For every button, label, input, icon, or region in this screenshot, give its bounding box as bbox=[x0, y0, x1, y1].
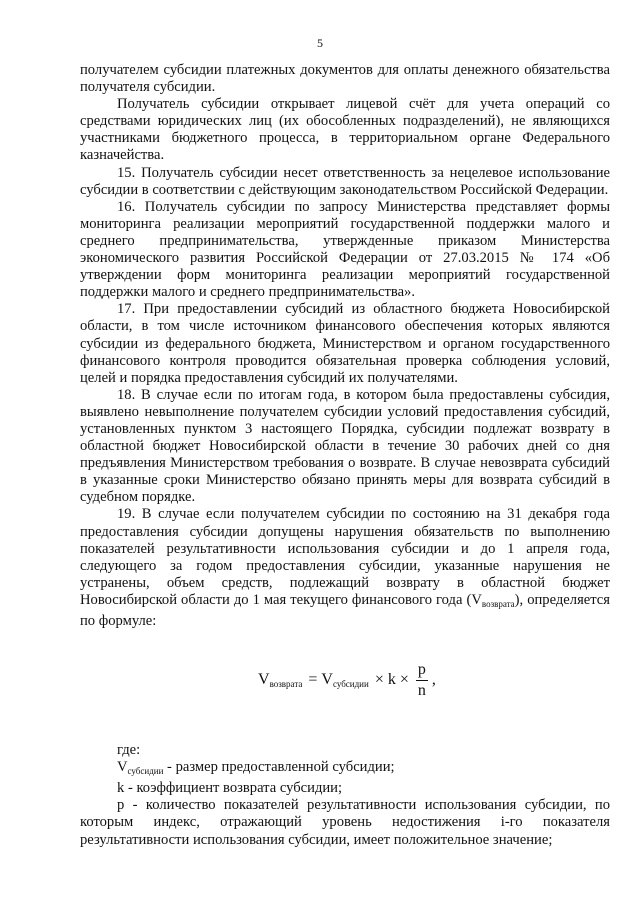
formula-lhs: V bbox=[258, 671, 270, 689]
formula-equals: = bbox=[308, 671, 318, 689]
formula bbox=[80, 650, 610, 710]
paragraph-19-end: ), определяется по формуле: bbox=[80, 591, 611, 629]
paragraph-19-subscript: возврата bbox=[481, 598, 515, 609]
formula-fraction bbox=[416, 660, 428, 701]
document-body bbox=[80, 62, 610, 849]
formula-v-subscript: субсидии bbox=[332, 679, 369, 690]
formula-times-2: × bbox=[399, 671, 409, 689]
paragraph-17: 17. При предоставлении субсидий из областного бюджета Новосибирской области, в том числе источником финансового обеспечения которых являются субсидии из федерального бюджета, Министерством и органом государственного финансового контроля проводится обязательная проверка соблюдения условий, целей и порядка предоставления субсидий их получателями. bbox=[80, 301, 610, 386]
formula-k: k bbox=[387, 671, 396, 689]
paragraph-16: 16. Получатель субсидии по запросу Министерства представляет формы мониторинга реализации мероприятий государственной поддержки малого и среднего предпринимательства, утвержденные приказом Министерства экономического развития Российской Федерации от 27.03.2015 № 174 «Об утверждении форм мониторинга реализации мероприятий государственной поддержки малого и среднего предпринимательства». bbox=[80, 198, 610, 301]
formula-v: V bbox=[321, 671, 333, 689]
formula-lhs-subscript: возврата bbox=[269, 679, 303, 690]
formula-times-1: × bbox=[374, 671, 384, 689]
definition-v-desc: - размер предоставленной субсидии; bbox=[163, 759, 395, 776]
paragraph-19 bbox=[80, 506, 610, 630]
paragraph-18: 18. В случае если по итогам года, в котором была предоставлены субсидия, выявлено невыполнение получателем субсидии условий предоставления субсидий, установленных пунктом 3 настоящего Порядка, субсидии подлежат возврату в областной бюджет Новосибирской области в течение 30 рабочих дней со дня предъявления Министерством требования о возврате. В случае невозврата субсидий в указанные сроки Министерство обязано принять меры для возврата субсидий в судебном порядке. bbox=[80, 386, 610, 506]
definition-k: k - коэффициент возврата субсидии; bbox=[117, 780, 343, 797]
paragraph-15: 15. Получатель субсидии несет ответственность за нецелевое использование субсидии в соответствии с действующим законодательством Российской Федерации. bbox=[80, 164, 610, 198]
definitions-where: где: bbox=[117, 742, 141, 759]
formula-numerator: p bbox=[416, 660, 428, 681]
definition-v-symbol: V bbox=[117, 759, 128, 776]
definition-p: p - количество показателей результативности использования субсидии, по которым индекс, отражающий уровень недостижения i-го показателя результативности использования субсидии, имеет положительное значение; bbox=[80, 797, 610, 848]
paragraph-19-text: 19. В случае если получателем субсидии по состоянию на 31 декабря года предоставления субсидии допущены нарушения обязательств по выполнению показателей результативности использования субсидии и до 1 апреля года, следующего за годом предоставления субсидии, указанные нарушения не устранены, объем средств, подлежащий возврату в областной бюджет Новосибирской области до 1 мая текущего финансового года (V bbox=[80, 506, 610, 608]
formula-comma: , bbox=[431, 671, 436, 689]
definition-v bbox=[80, 759, 610, 780]
paragraph-account: Получатель субсидии открывает лицевой счёт для учета операций со средствами юридических лиц (их обособленных подразделений), не являющихся участниками бюджетного процесса, в территориальном органе Федерального казначейства. bbox=[80, 96, 610, 164]
paragraph-continuation: получателем субсидии платежных документов для оплаты денежного обязательства получателя субсидии. bbox=[80, 62, 610, 96]
formula-expression bbox=[258, 660, 436, 701]
definition-v-subscript: субсидии bbox=[127, 766, 164, 777]
formula-denominator: n bbox=[417, 682, 426, 700]
page-number: 5 bbox=[317, 36, 323, 50]
